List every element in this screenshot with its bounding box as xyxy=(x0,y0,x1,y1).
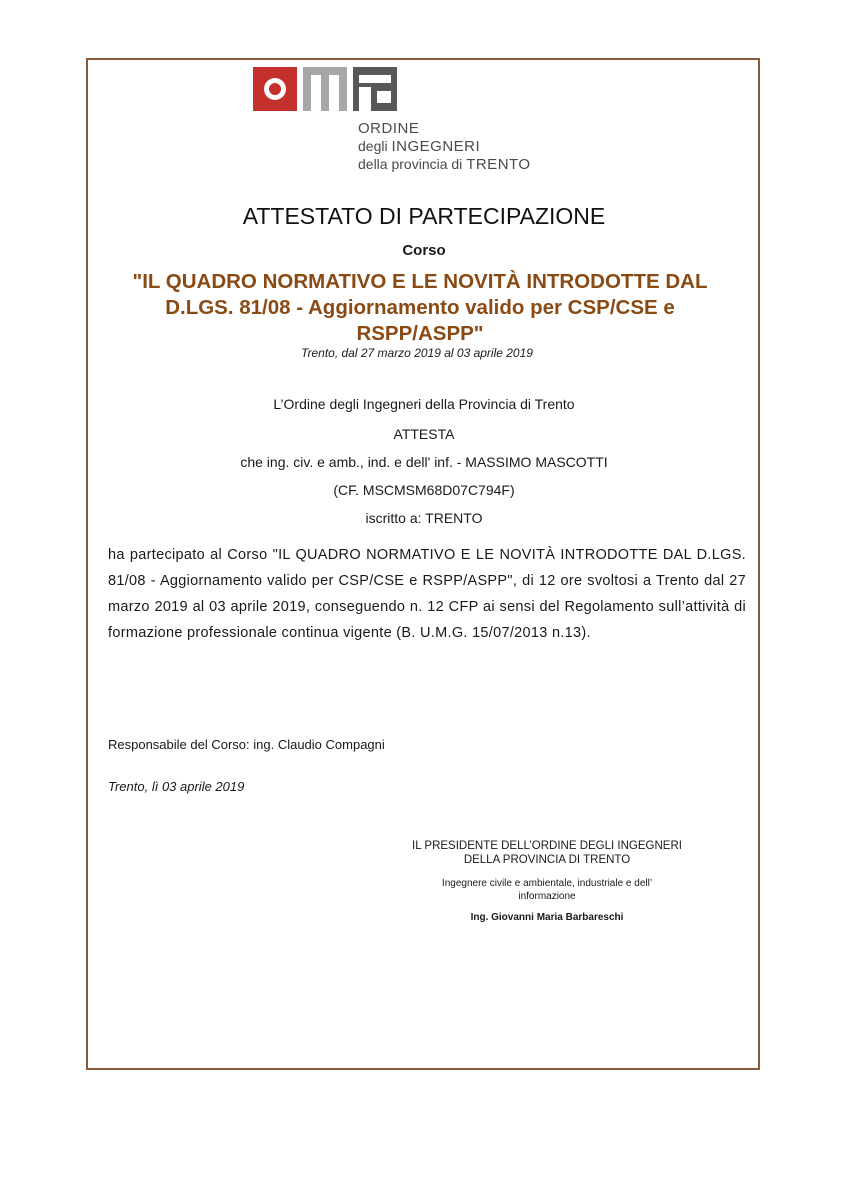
place-date: Trento, lì 03 aprile 2019 xyxy=(108,779,245,794)
course-title: "IL QUADRO NORMATIVO E LE NOVITÀ INTRODOTTE DAL D.LGS. 81/08 - Aggiornamento valido per CSP/CSE e RSPP/ASPP" xyxy=(132,270,708,345)
fiscal-code-line: (CF. MSCMSM68D07C794F) xyxy=(333,482,515,498)
registered-line: iscritto a: TRENTO xyxy=(365,510,483,526)
course-responsible: Responsabile del Corso: ing. Claudio Compagni xyxy=(108,737,385,752)
president-name: Ing. Giovanni Maria Barbareschi xyxy=(470,912,624,923)
participant-line: che ing. civ. e amb., ind. e dell' inf. - MASSIMO MASCOTTI xyxy=(240,454,608,470)
president-title-line1: IL PRESIDENTE DELL’ORDINE DEGLI INGEGNERI xyxy=(412,840,682,852)
president-qualification-line2: informazione xyxy=(518,891,576,902)
attesta-line: ATTESTA xyxy=(393,426,455,442)
logo-line-ordine: ORDINE xyxy=(358,120,420,137)
course-dates: Trento, dal 27 marzo 2019 al 03 aprile 2019 xyxy=(301,346,533,360)
issuer-line: L’Ordine degli Ingegneri della Provincia di Trento xyxy=(273,396,575,412)
signature-block xyxy=(380,839,714,923)
logo-line-trento: della provincia di TRENTO xyxy=(358,156,531,173)
certificate-title: ATTESTATO DI PARTECIPAZIONE xyxy=(242,203,606,229)
president-title-line2: DELLA PROVINCIA DI TRENTO xyxy=(463,854,631,866)
course-label: Corso xyxy=(402,242,446,259)
president-qualification-line1: Ingegnere civile e ambientale, industriale e dell’ xyxy=(441,878,653,889)
certificate-body: ha partecipato al Corso "IL QUADRO NORMATIVO E LE NOVITÀ INTRODOTTE DAL D.LGS. 81/08 - Aggiornamento valido per CSP/CSE e RSPP/ASPP", di 12 ore svoltosi a Trento dal 27 marzo 2019 al 03 aprile 2019, conseguendo n. 12 CFP ai sensi del Regolamento sull’attività di formazione professionale continua vigente (B. U.M.G. 15/07/2013 n.13). xyxy=(108,547,746,641)
logo-line-ingegneri: degli INGEGNERI xyxy=(358,138,481,155)
logo-wordmark xyxy=(358,121,531,172)
